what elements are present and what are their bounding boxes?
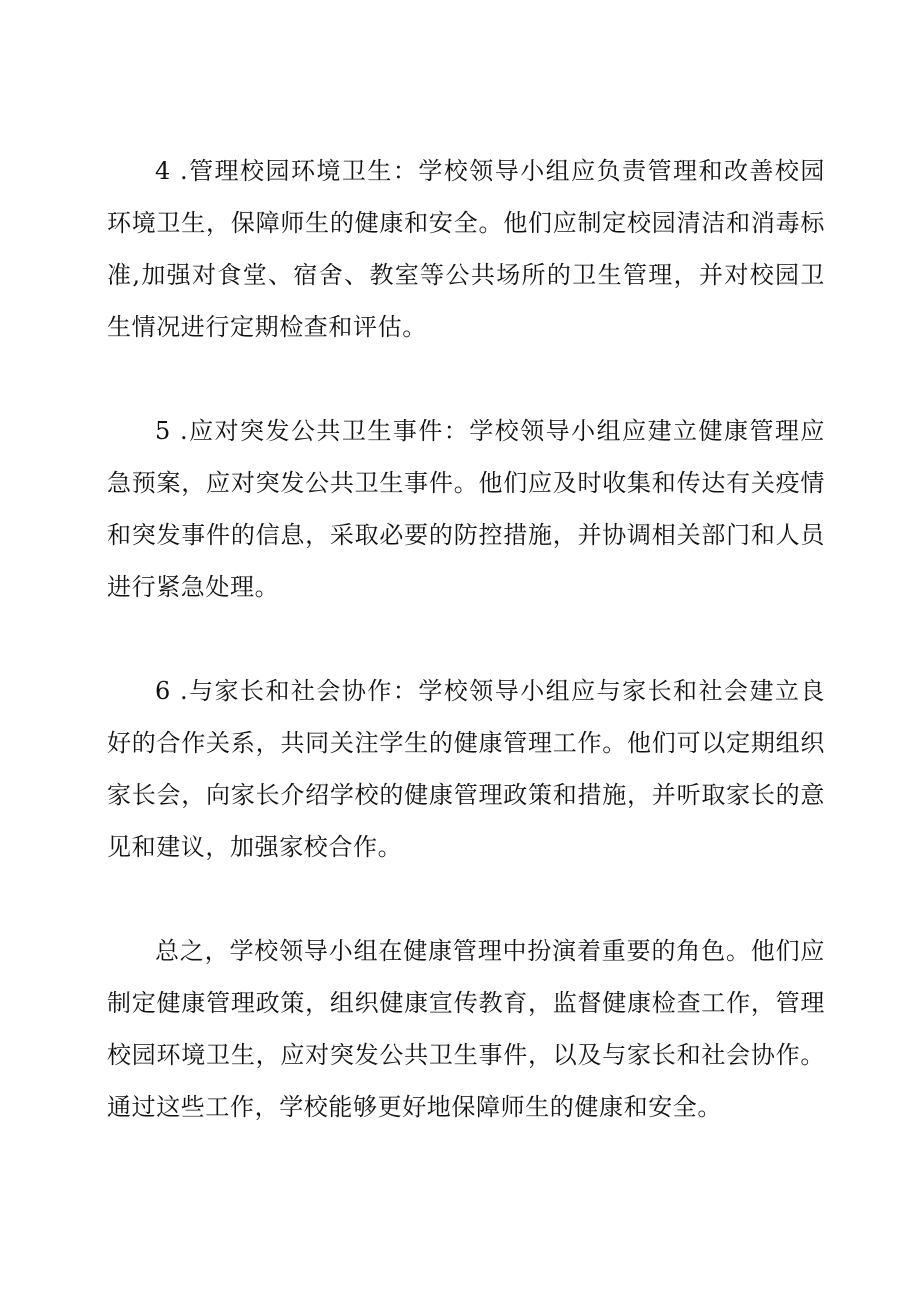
- paragraph-item-5: 5 .应对突发公共卫生事件：学校领导小组应建立健康管理应急预案，应对突发公共卫生事件。他们应及时收集和传达有关疫情和突发事件的信息，采取必要的防控措施，并协调相关部门和人员进行紧急处理。: [107, 417, 825, 601]
- paragraph-spacer: [107, 873, 825, 925]
- document-body: [107, 145, 825, 1133]
- paragraph-spacer: [107, 353, 825, 405]
- paragraph-item-6: 6 .与家长和社会协作：学校领导小组应与家长和社会建立良好的合作关系，共同关注学生的健康管理工作。他们可以定期组织家长会，向家长介绍学校的健康管理政策和措施，并听取家长的意见和建议，加强家校合作。: [107, 677, 825, 861]
- paragraph-spacer: [107, 613, 825, 665]
- summary-paragraph: 总之，学校领导小组在健康管理中扮演着重要的角色。他们应制定健康管理政策，组织健康宣传教育，监督健康检查工作，管理校园环境卫生，应对突发公共卫生事件，以及与家长和社会协作。通过这些工作，学校能够更好地保障师生的健康和安全。: [107, 937, 825, 1121]
- paragraph-item-4: 4 .管理校园环境卫生：学校领导小组应负责管理和改善校园环境卫生，保障师生的健康和安全。他们应制定校园清洁和消毒标准,加强对食堂、宿舍、教室等公共场所的卫生管理，并对校园卫生情况进行定期检查和评估。: [107, 157, 825, 341]
